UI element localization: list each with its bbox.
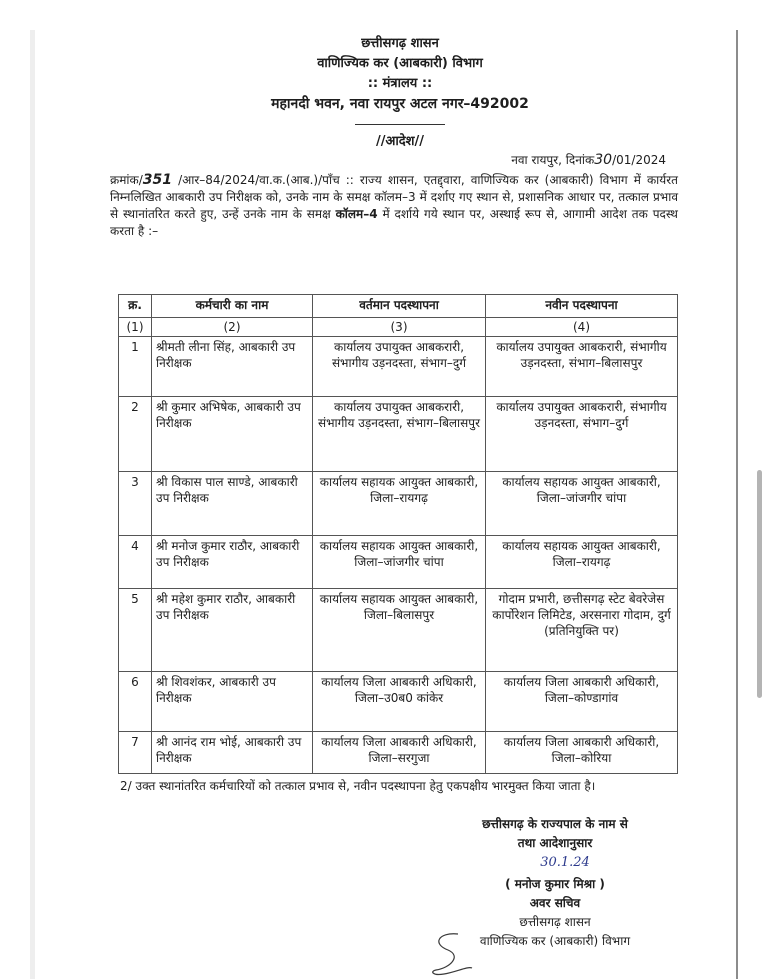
row-new-posting: कार्यालय सहायक आयुक्त आबकारी, जिला–रायगढ़ xyxy=(486,536,678,589)
paper-right-edge xyxy=(736,30,738,979)
row-new-posting: कार्यालय जिला आबकारी अधिकारी, जिला–कोण्डागांव xyxy=(486,672,678,732)
row-new-posting: कार्यालय उपायुक्त आबकरारी, संभागीय उड़नदस्ता, संभाग–दुर्ग xyxy=(486,397,678,472)
letterhead xyxy=(110,34,690,114)
letterhead-address: महानदी भवन, नवा रायपुर अटल नगर–492002 xyxy=(271,96,529,112)
table-row xyxy=(119,472,678,536)
letterhead-department: वाणिज्यिक कर (आबकारी) विभाग xyxy=(317,56,483,71)
column-number-row xyxy=(119,318,678,337)
row-current-posting: कार्यालय उपायुक्त आबकरारी, संभागीय उड़नदस्ता, संभाग–बिलासपुर xyxy=(313,397,486,472)
handwritten-initials xyxy=(428,930,474,978)
row-current-posting: कार्यालय जिला आबकारी अधिकारी, जिला–सरगुजा xyxy=(313,732,486,774)
row-employee-name: श्री कुमार अभिषेक, आबकारी उप निरीक्षक xyxy=(152,397,313,472)
order-number-prefix: क्रमांक/ xyxy=(110,173,143,187)
row-current-posting: कार्यालय जिला आबकारी अधिकारी, जिला–उ0ब0 कांकेर xyxy=(313,672,486,732)
closing-paragraph: 2/ उक्त स्थानांतरित कर्मचारियों को तत्काल प्रभाव से, नवीन पदस्थापना हेतु एकपक्षीय भारमुक्त किया जाता है। xyxy=(120,779,596,793)
letterhead-ministry: :: मंत्रालय :: xyxy=(367,76,433,91)
row-current-posting: कार्यालय उपायुक्त आबकरारी, संभागीय उड़नदस्ता, संभाग–दुर्ग xyxy=(313,337,486,397)
letterhead-government: छत्तीसगढ़ शासन xyxy=(361,36,439,51)
paper-left-edge xyxy=(30,30,35,979)
transfer-table xyxy=(118,294,678,774)
intro-text-2: में दर्शाये गये स्थान पर, अस्थाई रूप से, आगामी आदेश तक पदस्थ करता है :– xyxy=(110,207,678,238)
row-employee-name: श्री मनोज कुमार राठौर, आबकारी उप निरीक्षक xyxy=(152,536,313,589)
row-current-posting: कार्यालय सहायक आयुक्त आबकारी, जिला–जांजगीर चांपा xyxy=(313,536,486,589)
table-row xyxy=(119,589,678,672)
row-serial: 1 xyxy=(119,337,152,397)
row-employee-name: श्री विकास पाल साण्डे, आबकारी उप निरीक्षक xyxy=(152,472,313,536)
header-divider xyxy=(355,124,445,125)
document-body xyxy=(110,34,690,240)
signatory-designation: अवर सचिव xyxy=(529,896,581,910)
intro-text-1: /आर–84/2024/वा.क.(आब.)/पाँच :: राज्य शासन, एतद्द्वारा, वाणिज्यिक कर (आबकारी) विभाग में कार्यरत निम्नलिखित आबकारी उप निरीक्षक को, उनके नाम के समक्ष कॉलम–3 में दर्शाए गए स्थान से, प्रशासनिक आधार पर, तत्काल प्रभाव से स्थानांतरित करते हुए, उन्हें उनके नाम के समक्ष xyxy=(110,173,678,221)
vertical-scrollbar[interactable] xyxy=(757,470,762,698)
order-title: //आदेश// xyxy=(375,134,425,149)
header-new-posting: नवीन पदस्थापना xyxy=(486,295,678,318)
table-header-row xyxy=(119,295,678,318)
row-new-posting: कार्यालय उपायुक्त आबकरारी, संभागीय उड़नदस्ता, संभाग–बिलासपुर xyxy=(486,337,678,397)
row-serial: 4 xyxy=(119,536,152,589)
row-new-posting: गोदाम प्रभारी, छत्तीसगढ़ स्टेट बेवरेजेस कार्पोरेशन लिमिटेड, अरसनारा गोदाम, दुर्ग (प्रतिनियुक्ति पर) xyxy=(486,589,678,672)
row-current-posting: कार्यालय सहायक आयुक्त आबकारी, जिला–रायगढ़ xyxy=(313,472,486,536)
signature-authority-line2: तथा आदेशानुसार xyxy=(517,836,593,850)
date-prefix: नवा रायपुर, दिनांक xyxy=(511,153,595,167)
row-new-posting: कार्यालय जिला आबकारी अधिकारी, जिला–कोरिया xyxy=(486,732,678,774)
signatory-org-department: वाणिज्यिक कर (आबकारी) विभाग xyxy=(479,934,631,948)
signatory-org-government: छत्तीसगढ़ शासन xyxy=(519,915,591,929)
table-row xyxy=(119,397,678,472)
column-number: (4) xyxy=(486,318,678,337)
column-number: (1) xyxy=(119,318,152,337)
table-row xyxy=(119,337,678,397)
row-employee-name: श्री महेश कुमार राठौर, आबकारी उप निरीक्षक xyxy=(152,589,313,672)
row-serial: 7 xyxy=(119,732,152,774)
row-employee-name: श्री आनंद राम भोई, आबकारी उप निरीक्षक xyxy=(152,732,313,774)
row-new-posting: कार्यालय सहायक आयुक्त आबकारी, जिला–जांजगीर चांपा xyxy=(486,472,678,536)
order-number-handwritten: 351 xyxy=(142,172,172,188)
header-employee-name: कर्मचारी का नाम xyxy=(152,295,313,318)
row-serial: 2 xyxy=(119,397,152,472)
handwritten-signature-date: 30.1.24 xyxy=(540,855,590,870)
row-current-posting: कार्यालय सहायक आयुक्त आबकारी, जिला–बिलासपुर xyxy=(313,589,486,672)
date-handwritten-day: 30 xyxy=(594,152,613,168)
order-date xyxy=(110,151,690,168)
header-current-posting: वर्तमान पदस्थापना xyxy=(313,295,486,318)
column-number: (3) xyxy=(313,318,486,337)
signature-authority-line1: छत्तीसगढ़ के राज्यपाल के नाम से xyxy=(482,817,628,831)
row-serial: 5 xyxy=(119,589,152,672)
intro-column4-bold: कॉलम–4 xyxy=(335,207,378,221)
header-serial: क्र. xyxy=(119,295,152,318)
column-number: (2) xyxy=(152,318,313,337)
signatory-name: ( मनोज कुमार मिश्रा ) xyxy=(505,877,605,891)
row-employee-name: श्री शिवशंकर, आबकारी उप निरीक्षक xyxy=(152,672,313,732)
table-row xyxy=(119,732,678,774)
table-row xyxy=(119,536,678,589)
row-employee-name: श्रीमती लीना सिंह, आबकारी उप निरीक्षक xyxy=(152,337,313,397)
row-serial: 3 xyxy=(119,472,152,536)
date-rest: /01/2024 xyxy=(612,153,666,167)
row-serial: 6 xyxy=(119,672,152,732)
order-intro-paragraph xyxy=(110,172,690,240)
table-row xyxy=(119,672,678,732)
